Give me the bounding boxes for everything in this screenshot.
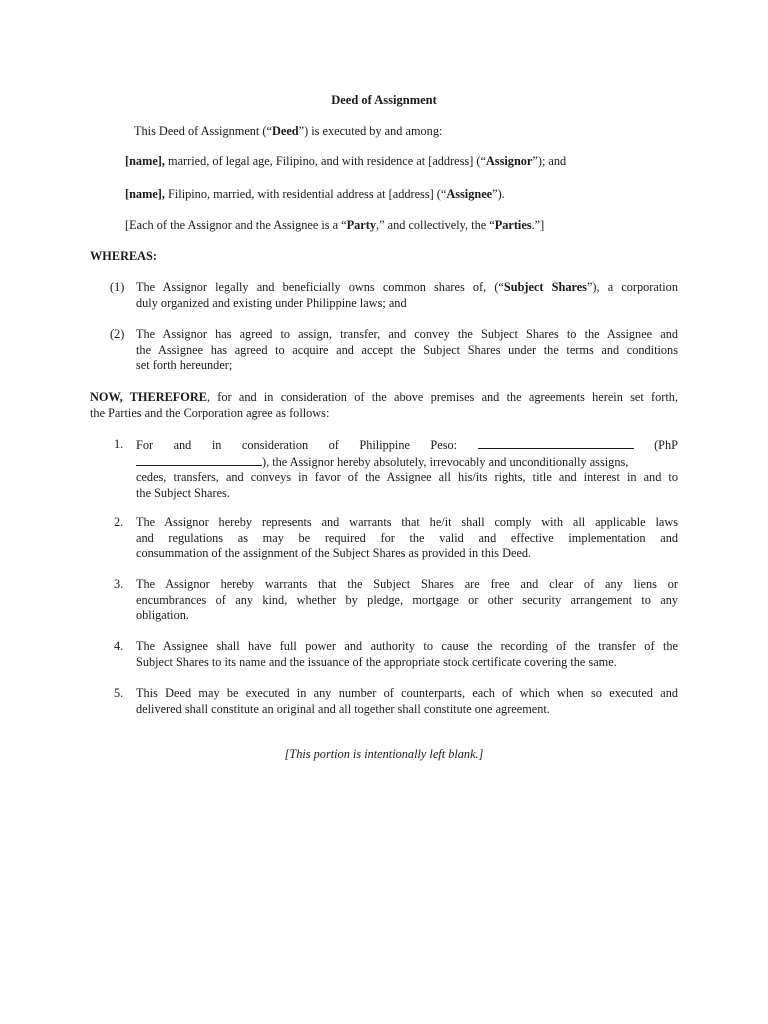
- clause-3-line3: obligation.: [136, 608, 189, 622]
- clause-number: 2.: [114, 515, 124, 529]
- recital-number: (2): [110, 327, 125, 341]
- assignee-text: Filipino, married, with residential address at [address] (“: [164, 187, 447, 201]
- whereas-heading: WHEREAS:: [90, 249, 157, 263]
- parties-def-e: .”]: [531, 218, 545, 232]
- clause-2-line3: consummation of the assignment of the Subject Shares as provided in this Deed.: [136, 546, 532, 560]
- now-therefore-line1: , for and in consideration of the above premises and the agreements herein set forth,: [206, 390, 678, 404]
- clause-text: [136, 577, 678, 624]
- parties-def-parties: Parties: [494, 218, 532, 232]
- clause-1-php-label: (PhP: [654, 438, 678, 452]
- clause-2-line1: The Assignor hereby represents and warrants that he/it shall comply with all applicable laws: [136, 515, 678, 529]
- clause-text: [136, 515, 678, 562]
- clause-2-line2: and regulations as may be required for the valid and effective implementation and: [136, 530, 678, 545]
- recital-1-line1c: ”), a corporation: [586, 280, 678, 294]
- now-therefore-line2: the Parties and the Corporation agree as follows:: [90, 405, 330, 420]
- recital-2-line1: The Assignor has agreed to assign, transfer, and convey the Subject Shares to the Assignee and: [136, 327, 678, 341]
- peso-amount-blank: [478, 437, 634, 449]
- recital-2-line3: set forth hereunder;: [136, 358, 233, 372]
- clause-number: 3.: [114, 577, 124, 591]
- now-therefore-paragraph: [90, 390, 678, 421]
- clause-number: 5.: [114, 686, 124, 700]
- clause-number: 4.: [114, 639, 124, 653]
- assignee-role: Assignee: [446, 187, 493, 201]
- recital-text: [136, 280, 678, 311]
- assignee-paragraph: [125, 187, 713, 203]
- assignor-role: Assignor: [485, 154, 533, 168]
- assignor-text: married, of legal age, Filipino, and with residence at [address] (“: [164, 154, 486, 168]
- clause-text: [136, 686, 678, 717]
- clause-3-line2: encumbrances of any kind, whether by pledge, mortgage or other security arrangement to any: [136, 592, 678, 607]
- intro-term-deed: Deed: [271, 124, 299, 138]
- parties-definition: [125, 218, 713, 234]
- clause-3-line1: The Assignor hereby warrants that the Subject Shares are free and clear of any liens or: [136, 577, 678, 591]
- document-title: Deed of Assignment: [331, 93, 437, 107]
- clause-1-line4: the Subject Shares.: [136, 485, 230, 500]
- clause-5-line2: delivered shall constitute an original and all together shall constitute one agreement.: [136, 701, 550, 716]
- assignee-end: ”).: [492, 187, 505, 201]
- clause-1-line1a: For and in consideration of Philippine Peso:: [136, 438, 458, 452]
- assignor-end: ”); and: [532, 154, 567, 168]
- now-therefore-bold: NOW, THEREFORE: [90, 390, 207, 404]
- parties-def-c: ,” and collectively, the “: [376, 218, 495, 232]
- recital-1-line2: duly organized and existing under Philippine laws; and: [136, 295, 407, 310]
- intro-paragraph: [134, 124, 722, 140]
- intro-text-c: ”) is executed by and among:: [298, 124, 443, 138]
- recital-1-line1a: The Assignor legally and beneficially owns common shares of, (“: [136, 280, 504, 294]
- clause-4-line1: The Assignee shall have full power and authority to cause the recording of the transfer of the: [136, 639, 678, 653]
- assignor-paragraph: [125, 154, 713, 170]
- recital-2-line2: the Assignee has agreed to acquire and accept the Subject Shares under the terms and conditions: [136, 342, 678, 357]
- clause-text: [136, 639, 678, 670]
- clause-text: [136, 437, 678, 501]
- assignee-name: [name],: [125, 187, 165, 201]
- clause-5-line1: This Deed may be executed in any number of counterparts, each of which when so executed and: [136, 686, 678, 700]
- php-amount-blank: [136, 454, 262, 466]
- parties-def-party: Party: [346, 218, 377, 232]
- clause-1-line2: ), the Assignor hereby absolutely, irrevocably and unconditionally assigns,: [262, 454, 629, 469]
- recital-text: [136, 327, 678, 374]
- parties-def-a: [Each of the Assignor and the Assignee is a “: [125, 218, 347, 232]
- recital-number: (1): [110, 280, 125, 294]
- clause-4-line2: Subject Shares to its name and the issuance of the appropriate stock certificate covering the same.: [136, 654, 617, 669]
- intro-text-a: This Deed of Assignment (“: [134, 124, 272, 138]
- clause-number: 1.: [114, 437, 124, 451]
- recital-1-subject-shares: Subject Shares: [503, 280, 587, 294]
- assignor-name: [name],: [125, 154, 165, 168]
- intentionally-blank-note: [This portion is intentionally left blank.]: [284, 747, 484, 761]
- clause-1-line3: cedes, transfers, and conveys in favor of the Assignee all his/its rights, title and interest in and to: [136, 470, 678, 484]
